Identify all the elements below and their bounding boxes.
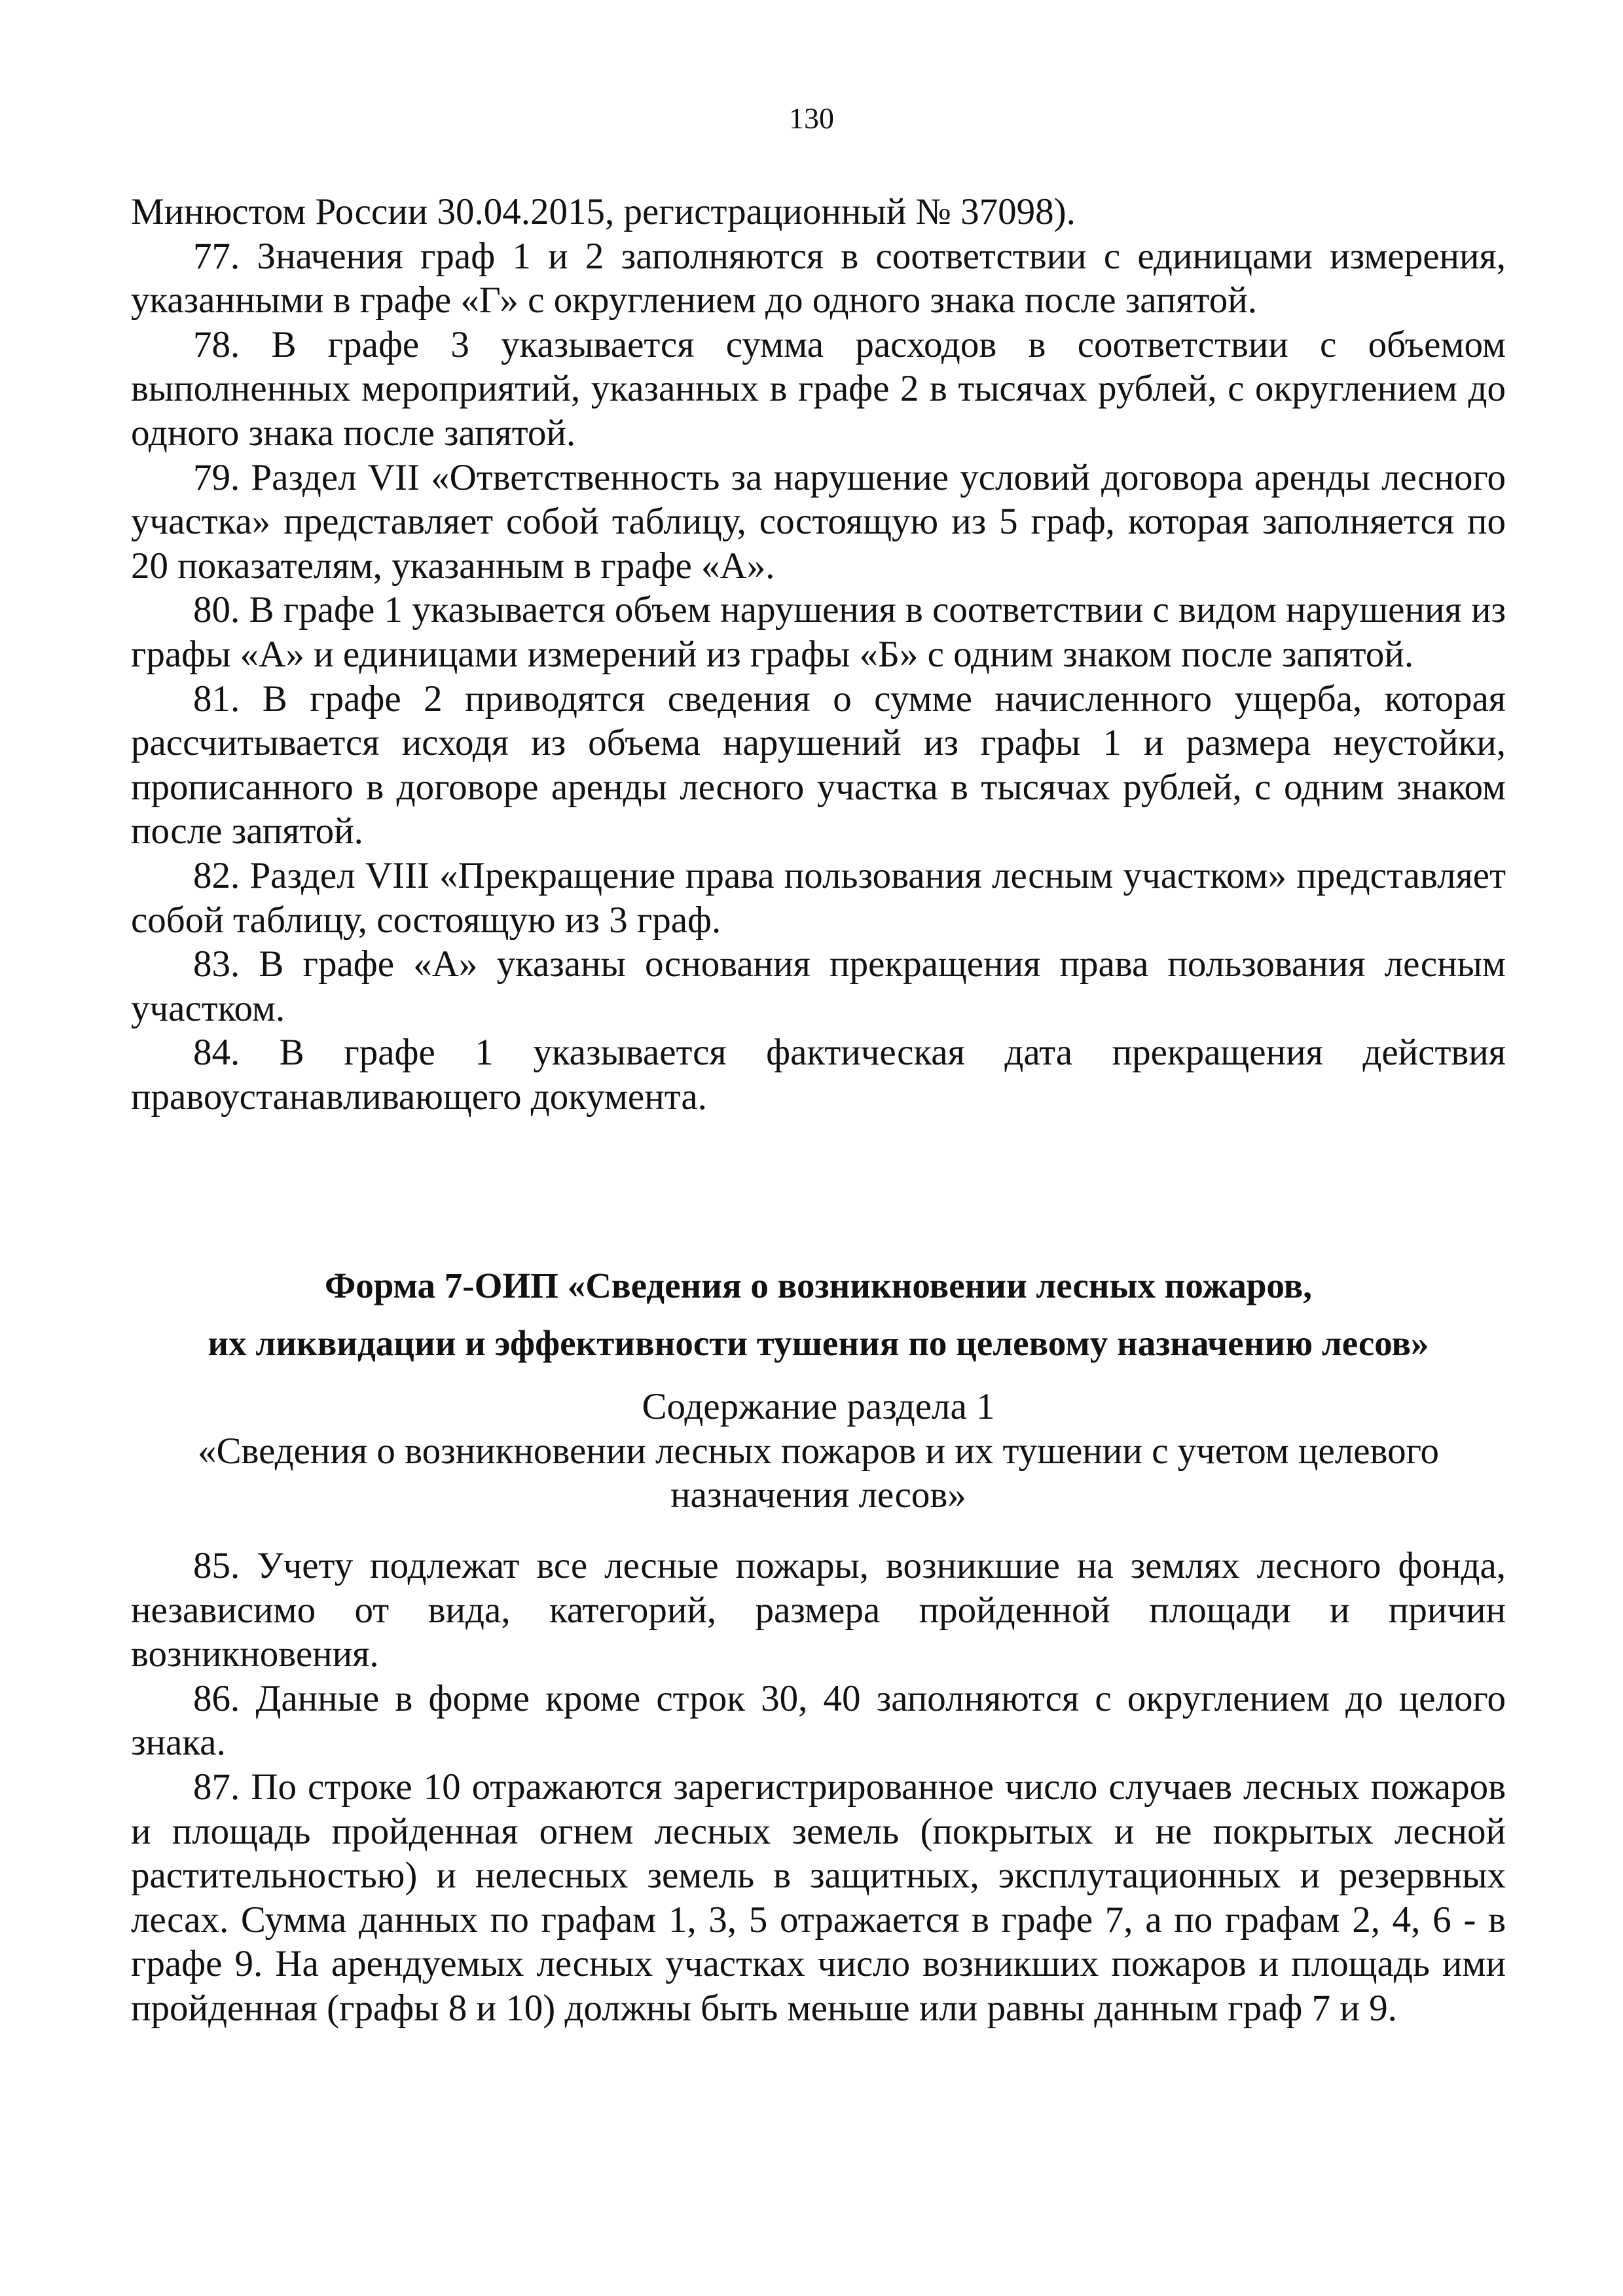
paragraph-continuation: Минюстом России 30.04.2015, регистрационный № 37098).: [131, 191, 1076, 232]
paragraph-79: 79. Раздел VII «Ответственность за нарушение условий договора аренды лесного участка» представляет собой таблицу, состоящую из 5 граф, которая заполняется по 20 показателям, указанным в графе «А».: [131, 456, 1506, 587]
paragraph-86: 86. Данные в форме кроме строк 30, 40 заполняются с округлением до целого знака.: [131, 1677, 1506, 1764]
top-text-block: [131, 190, 1506, 1119]
section-heading-line-1: Содержание раздела 1: [642, 1386, 995, 1427]
paragraph-87: 87. По строке 10 отражаются зарегистрированное число случаев лесных пожаров и площадь пройденная огнем лесных земель (покрытых и не покрытых лесной растительностью) и нелесных земель в защитных, эксплутационных и резервных лесах. Сумма данных по графам 1, 3, 5 отражается в графе 7, а по графам 2, 4, 6 - в графе 9. На арендуемых лесных участках число возникших пожаров и площадь ими пройденная (графы 8 и 10) должны быть меньше или равны данным граф 7 и 9.: [131, 1766, 1506, 2029]
form-title-line-2: их ликвидации и эффективности тушения по целевому назначению лесов»: [208, 1323, 1429, 1363]
paragraph-77: 77. Значения граф 1 и 2 заполняются в соответствии с единицами измерения, указанными в графе «Г» с округлением до одного знака после запятой.: [131, 235, 1506, 321]
form-title: [131, 1257, 1506, 1372]
paragraph-80: 80. В графе 1 указывается объем нарушения в соответствии с видом нарушения из графы «А» и единицами измерений из графы «Б» с одним знаком после запятой.: [131, 589, 1506, 675]
paragraph-83: 83. В графе «А» указаны основания прекращения права пользования лесным участком.: [131, 943, 1506, 1029]
section-heading: [131, 1385, 1506, 1518]
paragraph-82: 82. Раздел VIII «Прекращение права пользования лесным участком» представляет собой таблицу, состоящую из 3 граф.: [131, 854, 1506, 941]
section-heading-line-2: «Сведения о возникновении лесных пожаров и их тушении с учетом целевого: [197, 1430, 1440, 1472]
paragraph-84: 84. В графе 1 указывается фактическая дата прекращения действия правоустанавливающего документа.: [131, 1032, 1506, 1118]
section-heading-line-3: назначения лесов»: [670, 1474, 966, 1516]
form-title-line-1: Форма 7-ОИП «Сведения о возникновении лесных пожаров,: [324, 1266, 1313, 1305]
page-number: 130: [789, 101, 834, 135]
paragraph-81: 81. В графе 2 приводятся сведения о сумме начисленного ущерба, которая рассчитывается исходя из объема нарушений из графы 1 и размера неустойки, прописанного в договоре аренды лесного участка в тысячах рублей, с одним знаком после запятой.: [131, 678, 1506, 852]
paragraph-85: 85. Учету подлежат все лесные пожары, возникшие на землях лесного фонда, независимо от вида, категорий, размера пройденной площади и причин возникновения.: [131, 1545, 1506, 1675]
bottom-text-block: [131, 1544, 1506, 2031]
paragraph-78: 78. В графе 3 указывается сумма расходов в соответствии с объемом выполненных мероприятий, указанных в графе 2 в тысячах рублей, с округлением до одного знака после запятой.: [131, 323, 1506, 454]
